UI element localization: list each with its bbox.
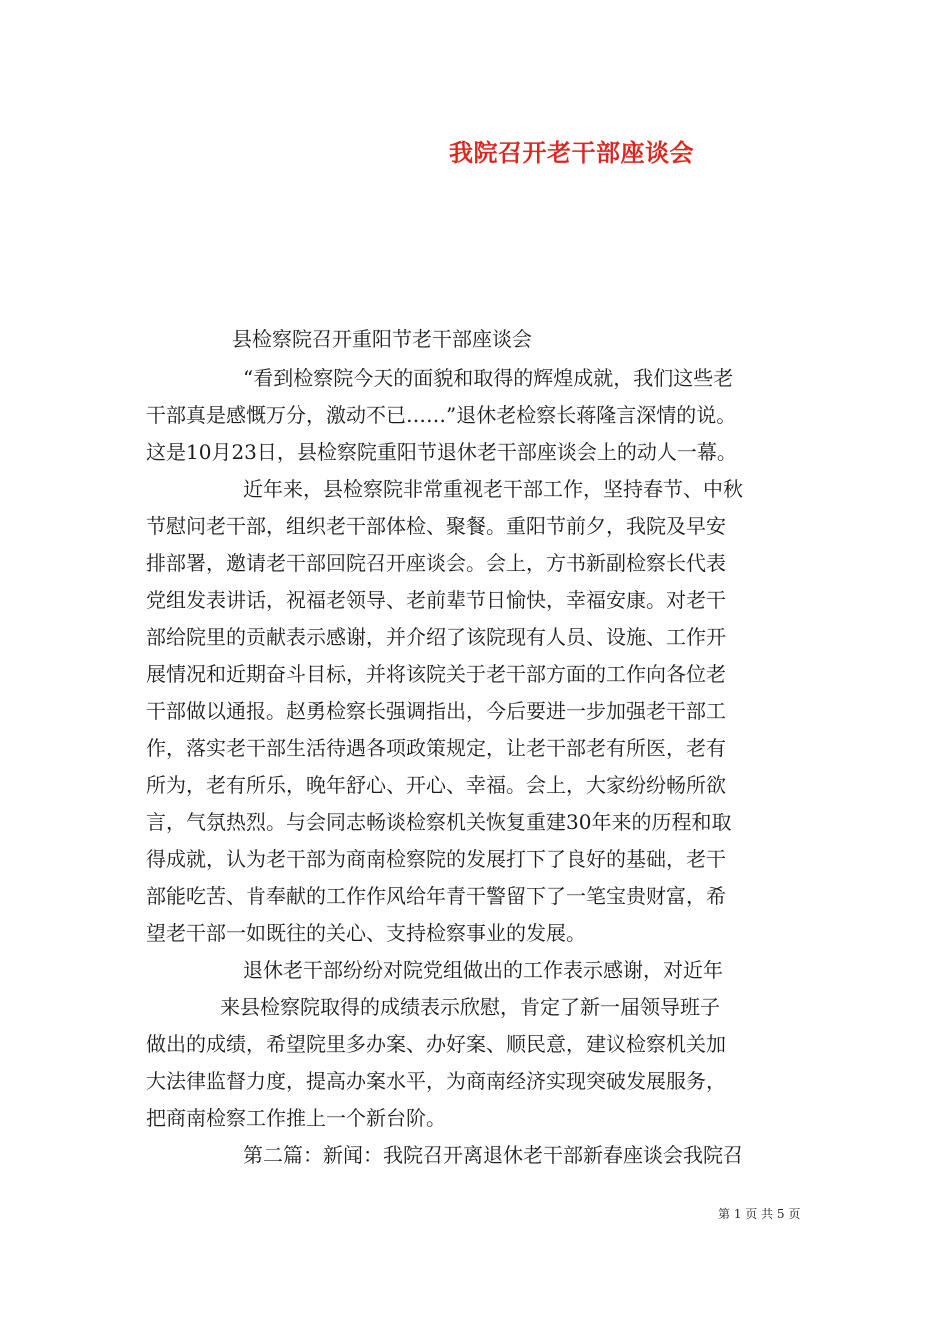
paragraph-line: 部给院里的贡献表示感谢，并介绍了该院现有人员、设施、工作开 [146,625,726,649]
paragraph-line: 所为，老有所乐，晚年舒心、开心、幸福。会上，大家纷纷畅所欲 [146,773,726,797]
paragraph-line: 把商南检察工作推上一个新台阶。 [146,1106,446,1130]
page-number: 第 1 页 共 5 页 [718,1207,801,1221]
paragraph-line: 这是10月23日，县检察院重阳节退休老干部座谈会上的动人一幕。 [146,440,737,464]
paragraph-line: 大法律监督力度，提高办案水平，为商南经济实现突破发展服务， [146,1069,726,1093]
paragraph-line: 望老干部一如既往的关心、支持检察事业的发展。 [146,921,586,945]
article-subtitle: 县检察院召开重阳节老干部座谈会 [232,327,532,351]
paragraph-line: 干部真是感慨万分，激动不已……”退休老检察长蒋隆言深情的说。 [146,403,737,427]
paragraph-line: 党组发表讲话，祝福老领导、老前辈节日愉快，幸福安康。对老干 [146,588,726,612]
paragraph-line: 退休老干部纷纷对院党组做出的工作表示感谢，对近年 [243,958,723,982]
paragraph-line: 第二篇：新闻：我院召开离退休老干部新春座谈会我院召 [243,1143,743,1167]
paragraph-line: 来县检察院取得的成绩表示欣慰，肯定了新一届领导班子 [220,995,720,1019]
paragraph-line: 作，落实老干部生活待遇各项政策规定，让老干部老有所医，老有 [146,736,726,760]
paragraph-line: 得成就，认为老干部为商南检察院的发展打下了良好的基础，老干 [146,847,726,871]
paragraph-line: 干部做以通报。赵勇检察长强调指出，今后要进一步加强老干部工 [146,699,726,723]
paragraph-line: 展情况和近期奋斗目标，并将该院关于老干部方面的工作向各位老 [146,662,726,686]
paragraph-line: 部能吃苦、肯奉献的工作作风给年青干警留下了一笔宝贵财富，希 [146,884,726,908]
paragraph-line: 排部署，邀请老干部回院召开座谈会。会上，方书新副检察长代表 [146,551,726,575]
paragraph-line: 节慰问老干部，组织老干部体检、聚餐。重阳节前夕，我院及早安 [146,514,726,538]
paragraph-line: “看到检察院今天的面貌和取得的辉煌成就，我们这些老 [243,366,734,390]
paragraph-line: 近年来，县检察院非常重视老干部工作，坚持春节、中秋 [243,477,743,501]
document-title: 我院召开老干部座谈会 [449,138,694,167]
paragraph-line: 做出的成绩，希望院里多办案、办好案、顺民意，建议检察机关加 [146,1032,726,1056]
paragraph-line: 言，气氛热烈。与会同志畅谈检察机关恢复重建30年来的历程和取 [146,810,732,834]
